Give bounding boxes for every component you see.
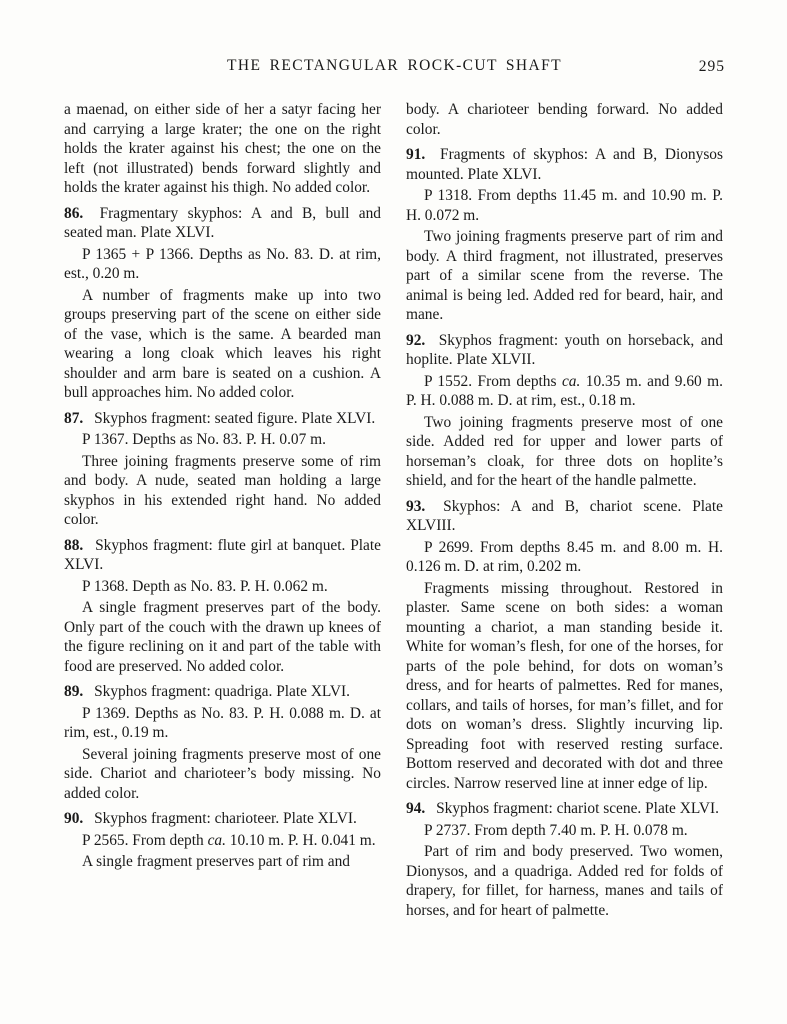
catalog-line xyxy=(406,821,723,841)
paragraph xyxy=(64,452,381,530)
text-run: Fragments missing throughout. Restored in plaster. Same scene on both sides: a woman mounting a chariot, a man standing beside it. White for woman’s flesh, for one of the horses, for parts of the pole behind, for dots on woman’s dress, and for hearts of palmettes. Red for manes, collars, and tails of horses, for man’s fillet, and for dots on woman’s dress. Slightly incurving lip. Spreading foot with reserved resting surface. Bottom reserved and decorated with dot and three circles. Narrow reserved line at inner edge of lip. xyxy=(406,579,723,792)
text-run: Skyphos fragment: youth on horseback, and hoplite. Plate XLVII. xyxy=(406,331,723,368)
paragraph xyxy=(406,842,723,920)
entry-number: 87. xyxy=(64,409,84,427)
text-run: A single fragment preserves part of rim and xyxy=(82,853,350,870)
entry-heading xyxy=(406,799,723,819)
paragraph xyxy=(64,598,381,676)
entry-heading xyxy=(406,145,723,184)
text-run: Fragments of skyphos: A and B, Dionysos mounted. Plate XLVI. xyxy=(406,146,723,183)
paragraph xyxy=(406,227,723,325)
text-run: 10.10 m. P. H. 0.041 m. xyxy=(225,831,376,849)
text-run: Several joining fragments preserve most of one side. Chariot and charioteer’s body missing. No added color. xyxy=(64,745,381,802)
text-run: a maenad, on either side of her a satyr facing her and carrying a large krater; the one on the right holds the krater against his chest; the one on the left (not illustrated) bends forward slightly and holds the krater against his thigh. No added color. xyxy=(64,101,381,196)
text-run: Three joining fragments preserve some of rim and body. A nude, seated man holding a large skyphos in his extended right hand. No added color. xyxy=(64,452,381,528)
catalog-line xyxy=(406,538,723,577)
text-run: P 2699. From depths 8.45 m. and 8.00 m. H. 0.126 m. D. at rim, 0.202 m. xyxy=(406,538,723,575)
text-run: A number of fragments make up into two groups preserving part of the scene on either side of the vase, which is the same. A bearded man wearing a long cloak which leaves his right shoulder and arm bare is seated on a cushion. A bull approaches him. No added color. xyxy=(64,286,381,401)
text-run: Fragmentary skyphos: A and B, bull and seated man. Plate XLVI. xyxy=(64,204,381,241)
paragraph xyxy=(64,745,381,804)
entry-heading xyxy=(64,536,381,575)
entry-heading xyxy=(64,809,381,829)
catalog-line xyxy=(64,704,381,743)
catalog-line xyxy=(406,186,723,225)
text-run: Skyphos fragment: charioteer. Plate XLVI. xyxy=(94,810,357,827)
entry-heading xyxy=(406,331,723,370)
page-header xyxy=(64,57,725,77)
text-run: Skyphos fragment: quadriga. Plate XLVI. xyxy=(94,683,351,700)
catalog-line xyxy=(64,430,381,450)
paragraph xyxy=(64,286,381,403)
entry-number: 88. xyxy=(64,536,84,554)
text-run: P 1365 + P 1366. Depths as No. 83. D. at rim, est., 0.20 m. xyxy=(64,245,381,282)
text-run: Skyphos: A and B, chariot scene. Plate XLVIII. xyxy=(406,497,723,534)
entry-heading xyxy=(406,497,723,536)
entry-heading xyxy=(64,204,381,243)
entry-number: 92. xyxy=(406,331,426,349)
text-columns xyxy=(64,98,727,920)
entry-heading xyxy=(64,409,381,429)
paragraph xyxy=(64,852,381,872)
entry-number: 86. xyxy=(64,204,84,222)
text-run: P 1369. Depths as No. 83. P. H. 0.088 m. D. at rim, est., 0.19 m. xyxy=(64,704,381,741)
catalog-line xyxy=(64,831,381,851)
entry-number: 89. xyxy=(64,683,84,700)
italic-run: ca. xyxy=(207,831,226,849)
page-number: 295 xyxy=(698,58,725,75)
running-title: THE RECTANGULAR ROCK-CUT SHAFT xyxy=(227,57,562,74)
text-run: body. A charioteer bending forward. No added color. xyxy=(406,101,723,138)
entry-number: 90. xyxy=(64,810,84,827)
entry-number: 91. xyxy=(406,146,426,163)
text-run: P 1367. Depths as No. 83. P. H. 0.07 m. xyxy=(82,431,326,448)
text-run: Two joining fragments preserve most of one side. Added red for upper and lower parts of horseman’s cloak, for three dots on hoplite’s shield, and for the heart of the handle palmette. xyxy=(406,413,723,489)
text-run: P 2565. From depth xyxy=(82,831,208,849)
text-run: 10.35 m. and 9.60 m. P. H. 0.088 m. D. at rim, est., 0.18 m. xyxy=(406,372,723,409)
paragraph xyxy=(406,579,723,794)
column-right xyxy=(406,98,723,920)
column-left xyxy=(64,98,381,920)
paragraph xyxy=(406,100,723,139)
entry-heading xyxy=(64,682,381,702)
entry-number: 93. xyxy=(406,497,426,515)
catalog-line xyxy=(64,245,381,284)
text-run: Two joining fragments preserve part of rim and body. A third fragment, not illustrated, preserves part of a similar scene from the reverse. The animal is being led. Added red for beard, hair, and mane. xyxy=(406,228,723,323)
paragraph xyxy=(64,100,381,198)
text-run: Skyphos fragment: chariot scene. Plate XLVI. xyxy=(436,800,719,817)
paragraph xyxy=(406,413,723,491)
text-run: Part of rim and body preserved. Two women, Dionysos, and a quadriga. Added red for folds of drapery, for fillet, for harness, manes and tails of horses, and for heart of palmette. xyxy=(406,843,723,919)
catalog-line xyxy=(64,577,381,597)
text-run: A single fragment preserves part of the body. Only part of the couch with the drawn up knees of the figure reclining on it and part of the table with food are preserved. No added color. xyxy=(64,599,381,675)
catalog-line xyxy=(406,372,723,411)
text-run: P 1552. From depths xyxy=(424,372,562,390)
italic-run: ca. xyxy=(561,372,581,390)
text-run: P 1368. Depth as No. 83. P. H. 0.062 m. xyxy=(82,577,328,595)
text-run: P 1318. From depths 11.45 m. and 10.90 m. P. H. 0.072 m. xyxy=(406,187,723,224)
text-run: Skyphos fragment: flute girl at banquet. Plate XLVI. xyxy=(64,536,381,573)
text-run: P 2737. From depth 7.40 m. P. H. 0.078 m. xyxy=(424,821,688,839)
text-run: Skyphos fragment: seated figure. Plate XLVI. xyxy=(94,409,376,427)
entry-number: 94. xyxy=(406,800,426,817)
